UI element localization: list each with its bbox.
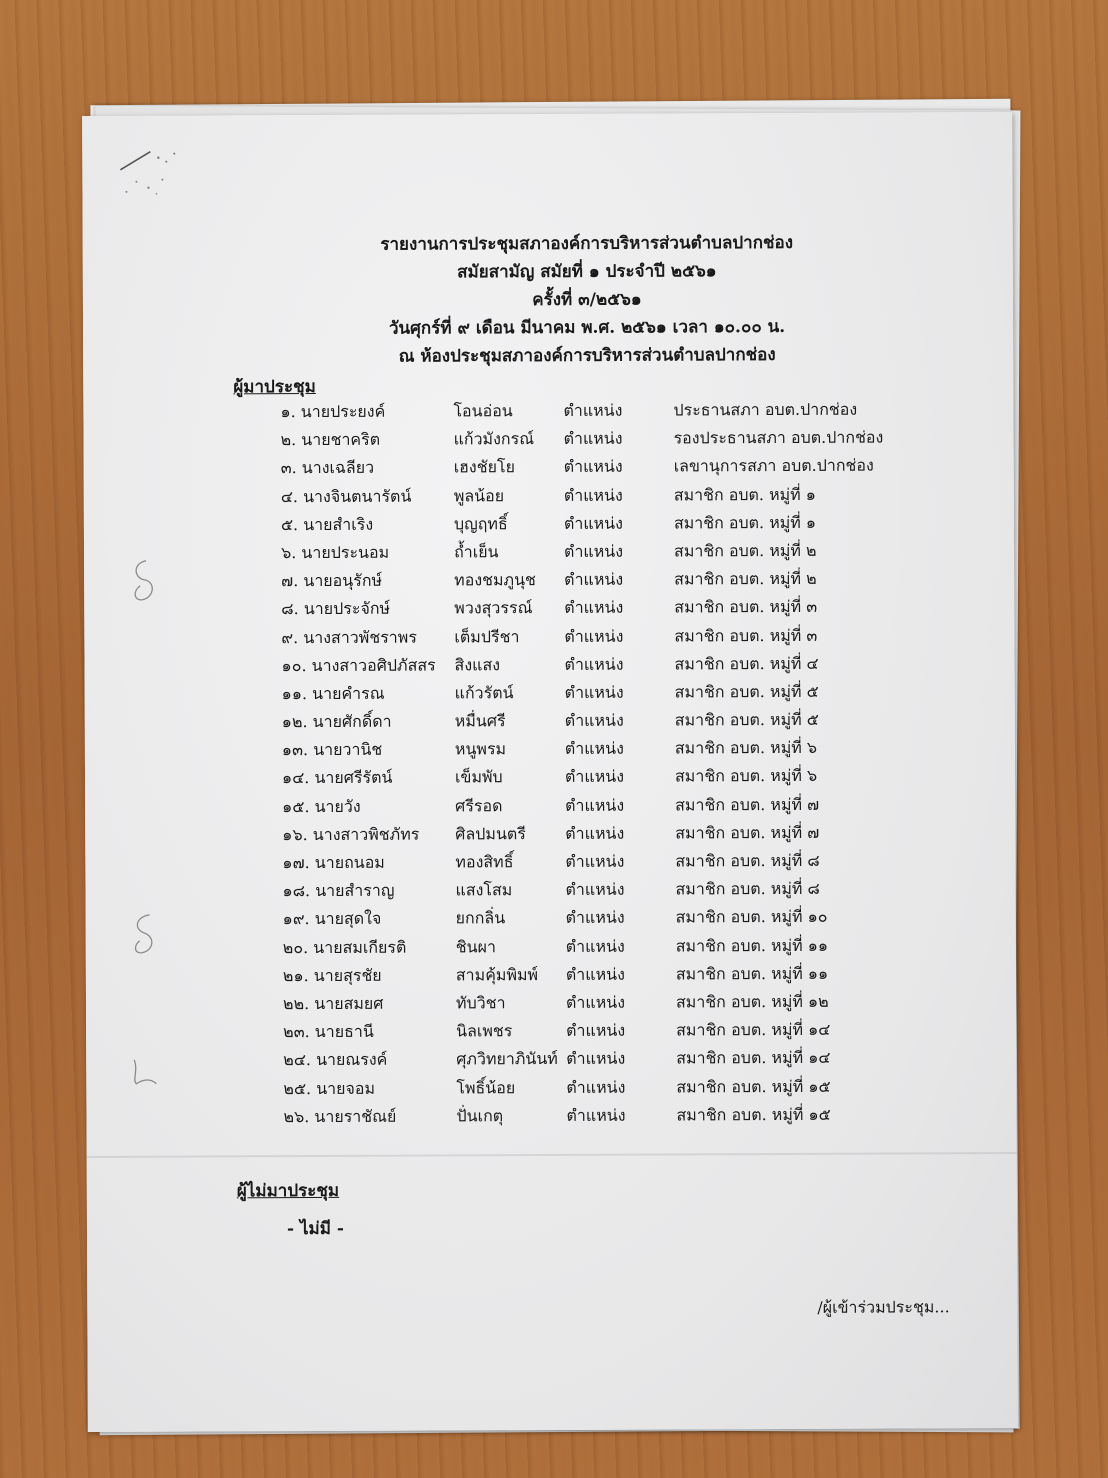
attendee-surname: สิงแสง xyxy=(454,654,501,675)
attendee-position-label: ตำแหน่ง xyxy=(563,400,623,420)
attendee-position-label: ตำแหน่ง xyxy=(566,1048,626,1069)
attendee-surname: โอนอ่อน xyxy=(453,401,513,421)
attendee-name: ๒๖. นายราชัณย์ xyxy=(283,1106,397,1126)
attendee-role: สมาชิก อบต. หมู่ที่ ๖ xyxy=(674,766,818,786)
meeting-number: ครั้งที่ ๓/๒๕๖๑ xyxy=(532,289,642,311)
attendee-role: สมาชิก อบต. หมู่ที่ ๑๔ xyxy=(676,1048,831,1068)
attendee-surname: แก้วมังกรณ์ xyxy=(453,429,535,449)
attendee-position-label: ตำแหน่ง xyxy=(564,597,624,618)
attendee-name: ๒๕. นายจอม xyxy=(283,1078,376,1098)
attendee-role: สมาชิก อบต. หมู่ที่ ๓ xyxy=(674,625,818,645)
attendee-role: สมาชิก อบต. หมู่ที่ ๔ xyxy=(674,653,819,674)
attendee-surname: ศุภวิทยาภินันท์ xyxy=(456,1049,558,1069)
meeting-date-time: วันศุกร์ที่ ๙ เดือน มีนาคม พ.ศ. ๒๕๖๑ เวลา ๑๐.๐๐ น. xyxy=(388,316,786,339)
attendee-surname: หมื่นศรี xyxy=(454,711,506,731)
attendee-name: ๑๖. นางสาวพิชภัทร xyxy=(282,824,420,844)
attendee-name: ๖. นายประนอม xyxy=(280,542,390,563)
attendee-name: ๘. นายประจักษ์ xyxy=(281,599,391,619)
attendee-position-label: ตำแหน่ง xyxy=(566,1020,626,1041)
attendee-role: สมาชิก อบต. หมู่ที่ ๒ xyxy=(673,540,817,561)
attendee-role: รองประธานสภา อบต.ปากช่อง xyxy=(673,427,884,448)
attendee-position-label: ตำแหน่ง xyxy=(565,992,626,1012)
pencil-mark-three xyxy=(124,1054,164,1094)
attendee-name: ๗. นายอนุรักษ์ xyxy=(281,570,383,591)
attendee-position-label: ตำแหน่ง xyxy=(564,569,624,590)
continuation-note: /ผู้เข้าร่วมประชุม... xyxy=(817,1297,950,1317)
report-title: รายงานการประชุมสภาองค์การบริหารส่วนตำบลปากช่อง xyxy=(380,232,794,255)
attendee-surname: โพธิ์น้อย xyxy=(456,1077,516,1097)
attendee-name: ๒๓. นายธานี xyxy=(283,1021,374,1042)
attendee-role: สมาชิก อบต. หมู่ที่ ๓ xyxy=(674,597,818,617)
attendee-role: สมาชิก อบต. หมู่ที่ ๑ xyxy=(673,512,817,533)
meeting-location: ณ ห้องประชุมสภาองค์การบริหารส่วนตำบลปากช่อง xyxy=(398,345,776,367)
attendee-surname: แสงโสม xyxy=(455,880,513,900)
attendee-position-label: ตำแหน่ง xyxy=(563,513,623,533)
attendee-position-label: ตำแหน่ง xyxy=(565,795,625,815)
attendee-surname: ศรีรอด xyxy=(455,795,503,816)
attendee-position-label: ตำแหน่ง xyxy=(565,908,625,928)
report-header xyxy=(83,228,1014,372)
attendee-surname: แก้วรัตน์ xyxy=(454,683,514,703)
attendee-name: ๑๒. นายศักดิ์ดา xyxy=(281,711,392,732)
attendee-position-label: ตำแหน่ง xyxy=(564,710,624,730)
document-page xyxy=(82,112,1018,1432)
attendee-name: ๑๙. นายสุดใจ xyxy=(282,909,382,929)
attendee-position-label: ตำแหน่ง xyxy=(566,1105,626,1125)
attendee-name: ๕. นายสำเริง xyxy=(280,514,374,534)
attendee-surname: ศิลปมนตรี xyxy=(455,823,526,844)
attendee-position-label: ตำแหน่ง xyxy=(565,851,625,871)
attendee-role: สมาชิก อบต. หมู่ที่ ๖ xyxy=(674,738,818,758)
attendee-role: สมาชิก อบต. หมู่ที่ ๒ xyxy=(674,568,817,589)
attendee-role: สมาชิก อบต. หมู่ที่ ๑๒ xyxy=(675,991,829,1012)
attendee-surname: ชินผา xyxy=(455,936,496,956)
attendee-surname: พวงสุวรรณ์ xyxy=(454,598,533,618)
attendee-name: ๙. นางสาวพัชราพร xyxy=(281,627,417,647)
attendee-role: สมาชิก อบต. หมู่ที่ ๑ xyxy=(673,484,816,505)
attendee-role: สมาชิก อบต. หมู่ที่ ๑๑ xyxy=(675,963,829,984)
attendee-position-label: ตำแหน่ง xyxy=(564,767,625,787)
attendee-position-label: ตำแหน่ง xyxy=(564,654,624,674)
attendee-name: ๒๒. นายสมยศ xyxy=(282,993,384,1014)
attendee-position-label: ตำแหน่ง xyxy=(564,626,624,646)
attendee-surname: ทองชมภูนุช xyxy=(454,570,536,590)
attendee-position-label: ตำแหน่ง xyxy=(565,879,625,900)
attendee-role: สมาชิก อบต. หมู่ที่ ๑๕ xyxy=(676,1104,831,1125)
attendee-surname: เข็มพับ xyxy=(454,767,503,787)
pen-scribble-mark xyxy=(112,132,192,202)
attendee-surname: พูลน้อย xyxy=(453,485,505,505)
attendee-role: สมาชิก อบต. หมู่ที่ ๗ xyxy=(675,794,820,815)
attendee-role: สมาชิก อบต. หมู่ที่ ๑๕ xyxy=(676,1076,831,1096)
session-line: สมัยสามัญ สมัยที่ ๑ ประจำปี ๒๕๖๑ xyxy=(457,261,717,283)
attendee-position-label: ตำแหน่ง xyxy=(564,682,624,702)
attendee-position-label: ตำแหน่ง xyxy=(563,541,624,561)
attendee-position-label: ตำแหน่ง xyxy=(565,964,625,984)
attendee-role: สมาชิก อบต. หมู่ที่ ๘ xyxy=(675,879,820,899)
attendee-role: สมาชิก อบต. หมู่ที่ ๕ xyxy=(674,709,819,730)
attendee-surname: หนูพรม xyxy=(454,739,507,759)
attendee-position-label: ตำแหน่ง xyxy=(565,823,625,843)
attendee-role: เลขานุการสภา อบต.ปากช่อง xyxy=(673,455,874,476)
attendee-role: สมาชิก อบต. หมู่ที่ ๑๐ xyxy=(675,907,828,927)
attendee-surname: ยกกลิ่น xyxy=(455,908,506,928)
attendee-list xyxy=(280,399,884,1133)
attendee-name: ๒๐. นายสมเกียรติ xyxy=(282,937,407,957)
attendee-surname: เต็มปรีชา xyxy=(454,626,520,646)
attendee-name: ๑. นายประยงค์ xyxy=(280,401,386,422)
attendee-surname: ทับวิชา xyxy=(455,993,506,1013)
attendee-surname: นิลเพชร xyxy=(456,1021,513,1041)
attendee-surname: ปั่นเกตุ xyxy=(456,1105,504,1126)
attendee-position-label: ตำแหน่ง xyxy=(565,936,625,956)
pencil-mark-two xyxy=(126,911,166,961)
paper-fold-line xyxy=(87,1152,1017,1158)
attendee-name: ๒๑. นายสุรชัย xyxy=(282,965,382,985)
attendee-name: ๓. นางเฉลียว xyxy=(280,458,375,478)
attendee-surname: สามคุ้มพิมพ์ xyxy=(455,964,539,985)
attendee-position-label: ตำแหน่ง xyxy=(564,738,624,759)
attendee-name: ๑๐. นางสาวอศิปภัสสร xyxy=(281,655,436,675)
attendee-role: ประธานสภา อบต.ปากช่อง xyxy=(673,399,858,420)
attendee-surname: ทองสิทธิ์ xyxy=(455,852,514,872)
attendee-position-label: ตำแหน่ง xyxy=(563,457,623,477)
attendee-name: ๑๓. นายวานิช xyxy=(281,739,383,760)
attendee-position-label: ตำแหน่ง xyxy=(563,485,623,505)
attendee-position-label: ตำแหน่ง xyxy=(566,1077,626,1097)
attendee-name: ๒๔. นายณรงค์ xyxy=(283,1050,388,1070)
attendee-surname: บุญฤทธิ์ xyxy=(453,513,508,534)
attendee-name: ๒. นายชาคริต xyxy=(280,429,381,450)
pencil-mark-one xyxy=(124,556,164,606)
attendee-name: ๑๔. นายศรีรัตน์ xyxy=(281,768,393,788)
attendees-heading: ผู้มาประชุม xyxy=(233,377,316,398)
attendee-name: ๑๗. นายถนอม xyxy=(282,852,385,873)
attendee-surname: เฮงชัยโย xyxy=(453,457,515,477)
absentees-heading: ผู้ไม่มาประชุม xyxy=(236,1180,340,1202)
attendee-role: สมาชิก อบต. หมู่ที่ ๗ xyxy=(675,822,820,843)
attendee-role: สมาชิก อบต. หมู่ที่ ๕ xyxy=(674,681,819,702)
attendee-position-label: ตำแหน่ง xyxy=(563,428,623,449)
absentees-none-text: - ไม่มี - xyxy=(286,1218,344,1240)
attendee-surname: ถ้ำเย็น xyxy=(453,542,499,562)
attendee-role: สมาชิก อบต. หมู่ที่ ๑๔ xyxy=(676,1019,831,1040)
attendee-role: สมาชิก อบต. หมู่ที่ ๘ xyxy=(675,850,820,871)
attendee-name: ๑๕. นายวัง xyxy=(282,796,361,816)
attendee-name: ๔. นางจินตนารัตน์ xyxy=(280,486,412,506)
attendee-role: สมาชิก อบต. หมู่ที่ ๑๑ xyxy=(675,935,829,956)
attendee-name: ๑๑. นายคำรณ xyxy=(281,683,385,704)
attendee-name: ๑๘. นายสำราญ xyxy=(282,880,395,901)
